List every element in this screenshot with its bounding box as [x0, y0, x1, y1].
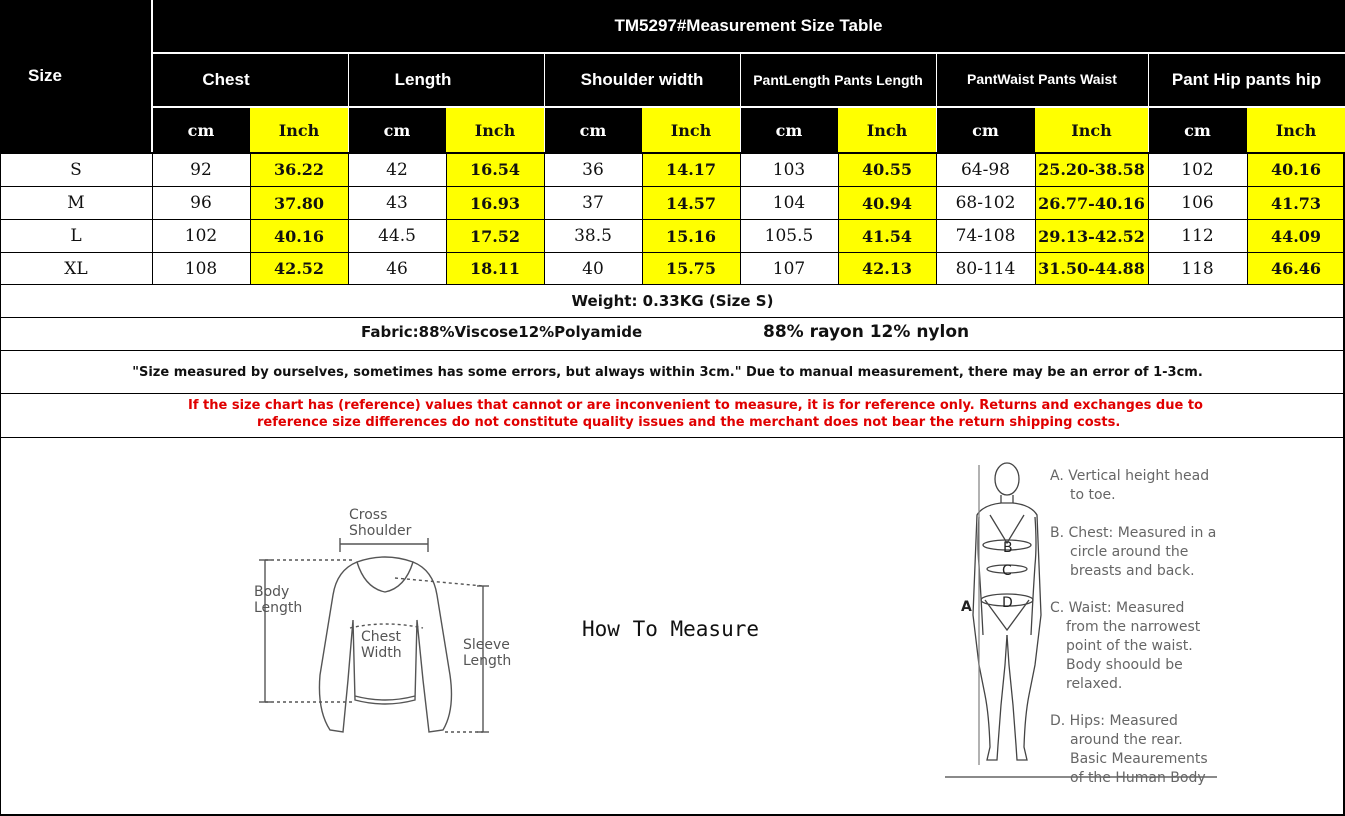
note-d-line-1: D. Hips: Measured: [1050, 713, 1178, 729]
header-divider: [740, 52, 741, 152]
cm-value-cell: 46: [386, 258, 408, 279]
column-header-shoulder: Shoulder width: [580, 70, 704, 89]
note-a-line-2: to toe.: [1070, 487, 1116, 503]
column-header-length: Length: [394, 70, 452, 89]
cm-value-cell: 105.5: [764, 226, 814, 246]
warning-line-1: If the size chart has (reference) values that cannot or are inconvenient to measure, it is for reference only. Returns and exchanges due to: [188, 398, 1203, 413]
cm-value-cell: 118: [1181, 258, 1214, 279]
chest-width-label-1: Chest: [361, 629, 402, 645]
header-divider: [348, 52, 349, 152]
header-divider: [1148, 52, 1149, 152]
unit-cm-pant-length: cm: [775, 120, 803, 140]
cm-value-cell: 96: [190, 193, 212, 213]
header-divider: [151, 0, 153, 152]
body-label-a: A: [961, 599, 972, 615]
grid-line: [544, 152, 545, 285]
column-header-pant-length: PantLength Pants Length: [753, 72, 923, 88]
chest-width-label-2: Width: [361, 645, 402, 661]
fabric-text: Fabric:88%Viscose12%Polyamide: [361, 323, 643, 341]
header-divider: [544, 52, 545, 152]
cm-value-cell: 106: [1181, 193, 1214, 213]
cm-value-cell: 36: [582, 159, 604, 180]
cm-value-cell: 92: [190, 159, 212, 180]
grid-line: [446, 152, 447, 285]
size-cell: L: [70, 226, 82, 246]
grid-line: [348, 152, 349, 285]
grid-line: [0, 252, 1345, 253]
body-label-c: C: [1002, 563, 1012, 579]
note-d-line-3: Basic Meaurements: [1070, 751, 1208, 767]
body-length-label-2: Length: [254, 600, 303, 616]
cm-value-cell: 64-98: [960, 159, 1010, 180]
inch-value-cell: 41.54: [838, 220, 936, 252]
cm-value-cell: 80-114: [955, 258, 1016, 279]
garment-measure-diagram: [245, 500, 525, 745]
header-divider: [936, 52, 937, 152]
note-d-line-2: around the rear.: [1070, 732, 1183, 748]
grid-line: [250, 152, 251, 285]
note-c-line-1: C. Waist: Measured: [1050, 600, 1185, 616]
cm-value-cell: 108: [184, 258, 218, 279]
size-cell: S: [70, 159, 82, 180]
cm-value-cell: 68-102: [955, 193, 1016, 213]
grid-line: [838, 152, 839, 285]
note-c-line-3: point of the waist.: [1066, 638, 1193, 654]
cm-value-cell: 40: [582, 258, 604, 279]
note-b-line-2: circle around the: [1070, 544, 1189, 560]
inch-value-cell: 37.80: [250, 187, 348, 219]
unit-cm-pant-waist: cm: [972, 120, 999, 140]
grid-line: [0, 152, 1345, 154]
cm-value-cell: 107: [772, 258, 806, 279]
how-to-measure-title: How To Measure: [582, 617, 760, 641]
inch-value-cell: 15.16: [642, 220, 740, 252]
grid-line: [0, 219, 1345, 220]
sleeve-length-label-1: Sleeve: [463, 637, 510, 653]
inch-value-cell: 18.11: [446, 253, 544, 284]
grid-line: [1148, 152, 1149, 285]
unit-cm-chest: cm: [187, 120, 215, 140]
unit-inch-length: Inch: [446, 108, 544, 152]
measurement-note: "Size measured by ourselves, sometimes has some errors, but always within 3cm." Due to manual measurement, there may be an error of 1-3cm.: [132, 364, 1203, 380]
size-label: Size: [27, 66, 63, 85]
cm-value-cell: 42: [386, 159, 408, 180]
grid-line: [0, 152, 1, 816]
inch-value-cell: 40.16: [1247, 153, 1345, 186]
inch-value-cell: 14.57: [642, 187, 740, 219]
inch-value-cell: 14.17: [642, 153, 740, 186]
body-label-b: B: [1003, 540, 1013, 556]
size-cell: XL: [64, 258, 88, 279]
grid-line: [0, 186, 1345, 187]
grid-line: [642, 152, 643, 285]
unit-inch-pant-waist: Inch: [1035, 108, 1148, 152]
cm-value-cell: 103: [772, 159, 806, 180]
inch-value-cell: 42.52: [250, 253, 348, 284]
inch-value-cell: 40.55: [838, 153, 936, 186]
grid-line: [0, 350, 1345, 351]
inch-value-cell: 40.16: [250, 220, 348, 252]
column-header-pant-waist: PantWaist Pants Waist: [967, 71, 1117, 87]
column-header-pant-hip: Pant Hip pants hip: [1171, 70, 1322, 89]
cm-value-cell: 44.5: [378, 226, 416, 246]
note-a-line-1: A. Vertical height head: [1050, 468, 1210, 484]
grid-line: [1247, 152, 1248, 285]
column-header-chest: Chest: [202, 70, 250, 89]
body-label-d: D: [1002, 595, 1013, 611]
note-b-line-3: breasts and back.: [1070, 563, 1195, 579]
grid-line: [0, 284, 1345, 285]
unit-cm-length: cm: [383, 120, 411, 140]
size-cell: M: [67, 193, 85, 213]
unit-inch-chest: Inch: [250, 108, 348, 152]
note-c-line-4: Body shoould be: [1066, 657, 1183, 673]
cross-shoulder-label-1: Cross: [349, 507, 388, 523]
grid-line: [0, 317, 1345, 318]
unit-cm-shoulder: cm: [579, 120, 607, 140]
unit-inch-pant-length: Inch: [838, 108, 936, 152]
inch-value-cell: 46.46: [1247, 253, 1345, 284]
inch-value-cell: 31.50-44.88: [1035, 253, 1148, 284]
cm-value-cell: 43: [386, 193, 408, 213]
inch-value-cell: 41.73: [1247, 187, 1345, 219]
cross-shoulder-label-2: Shoulder: [349, 523, 412, 539]
cm-value-cell: 102: [1181, 159, 1214, 180]
cm-value-cell: 112: [1181, 226, 1214, 246]
inch-value-cell: 40.94: [838, 187, 936, 219]
warning-line-2: reference size differences do not constitute quality issues and the merchant does not bear the return shipping costs.: [257, 415, 1121, 430]
inch-value-cell: 44.09: [1247, 220, 1345, 252]
inch-value-cell: 25.20-38.58: [1035, 153, 1148, 186]
sleeve-length-label-2: Length: [463, 653, 512, 669]
note-c-line-2: from the narrowest: [1066, 619, 1201, 635]
grid-line: [0, 393, 1345, 394]
grid-line: [1035, 152, 1036, 285]
grid-line: [936, 152, 937, 285]
body-measure-diagram: [945, 455, 1220, 790]
header-divider: [152, 52, 1345, 54]
inch-value-cell: 16.93: [446, 187, 544, 219]
weight-text: Weight: 0.33KG (Size S): [571, 292, 774, 310]
body-length-label-1: Body: [254, 584, 290, 600]
inch-value-cell: 36.22: [250, 153, 348, 186]
cm-value-cell: 37: [582, 193, 604, 213]
inch-value-cell: 26.77-40.16: [1035, 187, 1148, 219]
cm-value-cell: 74-108: [955, 226, 1016, 246]
cm-value-cell: 38.5: [574, 226, 612, 246]
fabric-english-text: 88% rayon 12% nylon: [763, 322, 970, 342]
header-divider: [152, 106, 1345, 108]
inch-value-cell: 17.52: [446, 220, 544, 252]
cm-value-cell: 104: [772, 193, 806, 213]
unit-cm-pant-hip: cm: [1184, 120, 1211, 140]
unit-inch-pant-hip: Inch: [1247, 108, 1345, 152]
unit-inch-shoulder: Inch: [642, 108, 740, 152]
cm-value-cell: 102: [184, 226, 218, 246]
note-c-line-5: relaxed.: [1066, 676, 1123, 692]
inch-value-cell: 16.54: [446, 153, 544, 186]
grid-line: [740, 152, 741, 285]
note-d-line-4: of the Human Body: [1070, 770, 1206, 786]
table-title: TM5297#Measurement Size Table: [614, 16, 883, 35]
inch-value-cell: 42.13: [838, 253, 936, 284]
note-b-line-1: B. Chest: Measured in a: [1050, 525, 1217, 541]
grid-line: [0, 437, 1345, 438]
inch-value-cell: 15.75: [642, 253, 740, 284]
inch-value-cell: 29.13-42.52: [1035, 220, 1148, 252]
grid-line: [152, 152, 153, 285]
